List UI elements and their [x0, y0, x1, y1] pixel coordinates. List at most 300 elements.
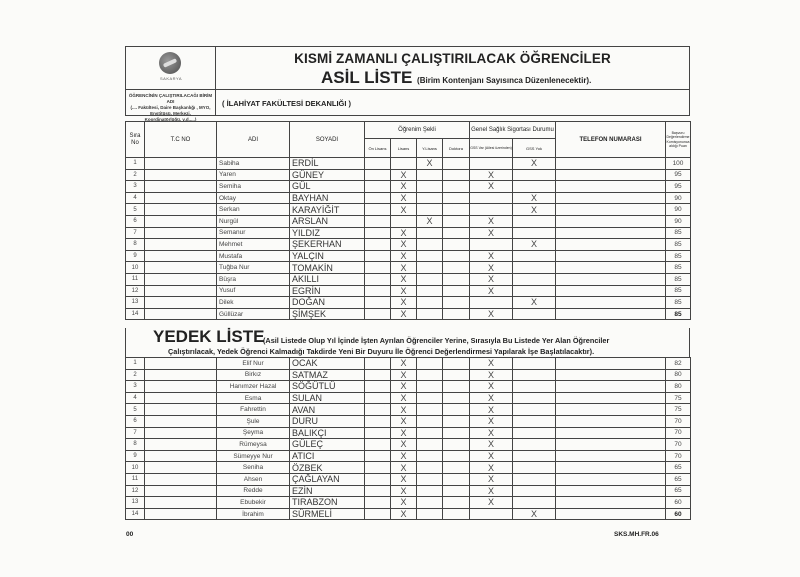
cell-lisans: X [391, 192, 417, 204]
cell-no: 4 [126, 392, 145, 404]
cell-lisans: X [391, 485, 417, 497]
cell-no: 14 [126, 508, 145, 520]
cell-tc [145, 392, 217, 404]
col-sira: Sıra No [126, 122, 145, 158]
cell-lisans [391, 215, 417, 227]
cell-lisans: X [391, 204, 417, 216]
cell-puan: 60 [666, 508, 691, 520]
col-tc-no: T.C NO [145, 122, 217, 158]
cell-doktora [443, 285, 470, 297]
cell-onlisans [365, 297, 391, 309]
cell-ylisans [417, 239, 443, 251]
cell-puan: 95 [666, 169, 691, 181]
table-row [126, 439, 691, 451]
cell-lisans: X [391, 508, 417, 520]
cell-gss-var: X [470, 381, 513, 393]
cell-doktora [443, 181, 470, 193]
cell-soyadi: GÜNEY [290, 169, 365, 181]
cell-ylisans [417, 297, 443, 309]
cell-adi: Mehmet [217, 239, 290, 251]
cell-gss-var: X [470, 227, 513, 239]
col-adi: ADI [217, 122, 290, 158]
table-row [126, 404, 691, 416]
table-row [126, 204, 691, 216]
cell-ylisans [417, 285, 443, 297]
cell-doktora [443, 192, 470, 204]
cell-gss-var [470, 192, 513, 204]
cell-no: 10 [126, 462, 145, 474]
cell-tc [145, 158, 217, 170]
table-row [126, 181, 691, 193]
cell-telefon [556, 473, 666, 485]
footer-form-code: SKS.MH.FR.06 [614, 531, 659, 538]
cell-gss-yok [513, 273, 556, 285]
cell-no: 1 [126, 358, 145, 370]
cell-soyadi: SATMAZ [290, 369, 365, 381]
cell-lisans: X [391, 308, 417, 320]
cell-lisans: X [391, 381, 417, 393]
cell-onlisans [365, 369, 391, 381]
table-row [126, 285, 691, 297]
logo-cell [126, 47, 216, 90]
logo-text: SAKARYA [159, 76, 183, 81]
cell-telefon [556, 204, 666, 216]
cell-onlisans [365, 181, 391, 193]
cell-doktora [443, 473, 470, 485]
cell-ylisans [417, 369, 443, 381]
cell-puan: 85 [666, 273, 691, 285]
cell-doktora [443, 273, 470, 285]
table-row [126, 169, 691, 181]
yedek-liste-header [125, 328, 690, 357]
col-gss: Genel Sağlık Sigortası Durumu [470, 122, 556, 139]
cell-ylisans [417, 381, 443, 393]
cell-telefon [556, 381, 666, 393]
cell-tc [145, 462, 217, 474]
cell-soyadi: AKILLI [290, 273, 365, 285]
cell-onlisans [365, 158, 391, 170]
cell-doktora [443, 297, 470, 309]
cell-soyadi: GÜLEÇ [290, 439, 365, 451]
cell-puan: 85 [666, 250, 691, 262]
cell-doktora [443, 462, 470, 474]
table-row [126, 297, 691, 309]
cell-adi: Sabiha [217, 158, 290, 170]
cell-ylisans [417, 227, 443, 239]
table-row [126, 381, 691, 393]
cell-onlisans [365, 462, 391, 474]
cell-tc [145, 415, 217, 427]
cell-gss-yok: X [513, 297, 556, 309]
cell-gss-yok [513, 250, 556, 262]
cell-tc [145, 227, 217, 239]
cell-puan: 70 [666, 450, 691, 462]
cell-doktora [443, 392, 470, 404]
cell-tc [145, 308, 217, 320]
cell-onlisans [365, 358, 391, 370]
cell-ylisans: X [417, 215, 443, 227]
cell-gss-yok [513, 181, 556, 193]
cell-telefon [556, 297, 666, 309]
cell-gss-yok [513, 392, 556, 404]
unit-label-line3: Koordinatörlüğü, v.d.....) [144, 117, 197, 122]
cell-telefon [556, 308, 666, 320]
cell-puan: 85 [666, 227, 691, 239]
cell-ylisans [417, 192, 443, 204]
col-y-lisans: Y.Lisans [417, 139, 443, 158]
cell-onlisans [365, 285, 391, 297]
cell-gss-yok [513, 215, 556, 227]
cell-soyadi: OCAK [290, 358, 365, 370]
cell-onlisans [365, 227, 391, 239]
cell-puan: 75 [666, 404, 691, 416]
cell-gss-var: X [470, 404, 513, 416]
cell-doktora [443, 239, 470, 251]
table-row [126, 508, 691, 520]
cell-puan: 85 [666, 239, 691, 251]
cell-lisans: X [391, 427, 417, 439]
cell-doktora [443, 308, 470, 320]
cell-doktora [443, 404, 470, 416]
cell-no: 8 [126, 439, 145, 451]
cell-adi: Yaren [217, 169, 290, 181]
cell-puan: 70 [666, 439, 691, 451]
cell-soyadi: DURU [290, 415, 365, 427]
cell-no: 9 [126, 250, 145, 262]
cell-puan: 75 [666, 392, 691, 404]
cell-lisans: X [391, 169, 417, 181]
cell-no: 2 [126, 369, 145, 381]
cell-no: 12 [126, 285, 145, 297]
cell-doktora [443, 369, 470, 381]
cell-no: 4 [126, 192, 145, 204]
cell-adi: Güllüzar [217, 308, 290, 320]
cell-gss-var: X [470, 250, 513, 262]
cell-gss-var: X [470, 462, 513, 474]
yedek-liste-title: YEDEK LİSTE [153, 327, 265, 346]
cell-telefon [556, 262, 666, 274]
cell-ylisans [417, 473, 443, 485]
table-row [126, 215, 691, 227]
cell-gss-var: X [470, 369, 513, 381]
yedek-note-line1: (Asil Listede Olup Yıl İçinde İşten Ayrılan Öğrenciler Yerine, Sırasıyla Bu Listede Yer Alan Öğrenciler [263, 336, 610, 345]
cell-doktora [443, 497, 470, 509]
cell-tc [145, 297, 217, 309]
cell-adi: Esma [217, 392, 290, 404]
cell-soyadi: ÖZBEK [290, 462, 365, 474]
cell-soyadi: BALIKÇI [290, 427, 365, 439]
cell-gss-var: X [470, 308, 513, 320]
cell-onlisans [365, 473, 391, 485]
cell-puan: 60 [666, 497, 691, 509]
cell-gss-yok [513, 285, 556, 297]
cell-doktora [443, 227, 470, 239]
cell-gss-yok [513, 227, 556, 239]
cell-gss-var [470, 239, 513, 251]
cell-adi: Hanımzer Hazal [217, 381, 290, 393]
unit-value: ( İLAHİYAT FAKÜLTESİ DEKANLIĞI ) [222, 99, 352, 108]
cell-no: 7 [126, 227, 145, 239]
table-row [126, 369, 691, 381]
asil-liste-title: ASİL LİSTE [321, 68, 413, 87]
cell-telefon [556, 508, 666, 520]
cell-gss-yok: X [513, 204, 556, 216]
cell-no: 8 [126, 239, 145, 251]
cell-no: 2 [126, 169, 145, 181]
cell-soyadi: KARAYİĞİT [290, 204, 365, 216]
cell-soyadi: SÜRMELİ [290, 508, 365, 520]
cell-gss-var: X [470, 497, 513, 509]
cell-telefon [556, 497, 666, 509]
cell-doktora [443, 215, 470, 227]
cell-no: 9 [126, 450, 145, 462]
cell-tc [145, 262, 217, 274]
university-logo-icon [159, 52, 181, 74]
cell-lisans: X [391, 439, 417, 451]
cell-gss-yok [513, 462, 556, 474]
cell-no: 3 [126, 181, 145, 193]
cell-adi: Serkan [217, 204, 290, 216]
cell-adi: Birkız [217, 369, 290, 381]
cell-no: 6 [126, 215, 145, 227]
cell-adi: Elif Nur [217, 358, 290, 370]
cell-lisans: X [391, 392, 417, 404]
unit-label-line1: ÖĞRENCİNİN ÇALIŞTIRILACAĞI BİRİM ADI [128, 93, 213, 104]
cell-gss-yok [513, 369, 556, 381]
cell-adi: Semanur [217, 227, 290, 239]
cell-puan: 95 [666, 181, 691, 193]
cell-gss-var: X [470, 215, 513, 227]
cell-telefon [556, 358, 666, 370]
table-row [126, 250, 691, 262]
cell-tc [145, 497, 217, 509]
cell-ylisans [417, 262, 443, 274]
cell-ylisans [417, 485, 443, 497]
cell-soyadi: ÇAĞLAYAN [290, 473, 365, 485]
cell-doktora [443, 427, 470, 439]
cell-adi: Şule [217, 415, 290, 427]
cell-gss-yok: X [513, 192, 556, 204]
cell-soyadi: ERDİL [290, 158, 365, 170]
cell-no: 13 [126, 497, 145, 509]
table-row [126, 450, 691, 462]
cell-adi: Sümeyye Nur [217, 450, 290, 462]
table-row [126, 192, 691, 204]
asil-liste-body [126, 158, 691, 320]
cell-gss-var [470, 204, 513, 216]
cell-puan: 82 [666, 358, 691, 370]
cell-adi: Ahsen [217, 473, 290, 485]
cell-telefon [556, 485, 666, 497]
cell-tc [145, 250, 217, 262]
cell-soyadi: ŞİMŞEK [290, 308, 365, 320]
cell-soyadi: DOĞAN [290, 297, 365, 309]
cell-puan: 85 [666, 308, 691, 320]
cell-soyadi: SULAN [290, 392, 365, 404]
cell-onlisans [365, 250, 391, 262]
table-row [126, 239, 691, 251]
cell-ylisans [417, 497, 443, 509]
cell-tc [145, 508, 217, 520]
cell-telefon [556, 215, 666, 227]
cell-puan: 90 [666, 204, 691, 216]
title-cell [216, 47, 689, 90]
list-title [321, 68, 591, 88]
table-row [126, 427, 691, 439]
cell-adi: İbrahim [217, 508, 290, 520]
cell-onlisans [365, 392, 391, 404]
cell-doktora [443, 169, 470, 181]
cell-adi: Semiha [217, 181, 290, 193]
cell-doktora [443, 381, 470, 393]
cell-gss-yok: X [513, 239, 556, 251]
cell-gss-var: X [470, 262, 513, 274]
cell-lisans: X [391, 415, 417, 427]
cell-telefon [556, 404, 666, 416]
cell-gss-yok [513, 485, 556, 497]
cell-ylisans [417, 404, 443, 416]
cell-adi: Şeyma [217, 427, 290, 439]
cell-ylisans [417, 415, 443, 427]
cell-onlisans [365, 450, 391, 462]
cell-no: 5 [126, 404, 145, 416]
cell-tc [145, 204, 217, 216]
cell-gss-yok [513, 358, 556, 370]
cell-lisans: X [391, 181, 417, 193]
cell-tc [145, 215, 217, 227]
cell-tc [145, 369, 217, 381]
cell-ylisans [417, 250, 443, 262]
cell-gss-yok: X [513, 158, 556, 170]
cell-onlisans [365, 415, 391, 427]
cell-puan: 65 [666, 462, 691, 474]
cell-no: 10 [126, 262, 145, 274]
cell-telefon [556, 369, 666, 381]
cell-lisans: X [391, 473, 417, 485]
cell-tc [145, 404, 217, 416]
cell-onlisans [365, 381, 391, 393]
cell-tc [145, 439, 217, 451]
cell-telefon [556, 169, 666, 181]
cell-adi: Ebubekir [217, 497, 290, 509]
cell-onlisans [365, 215, 391, 227]
yedek-liste-table [125, 357, 691, 520]
cell-lisans: X [391, 227, 417, 239]
cell-lisans: X [391, 297, 417, 309]
cell-ylisans: X [417, 158, 443, 170]
cell-doktora [443, 262, 470, 274]
cell-ylisans [417, 439, 443, 451]
cell-puan: 80 [666, 369, 691, 381]
form-header [125, 46, 690, 122]
cell-lisans: X [391, 285, 417, 297]
cell-gss-var: X [470, 415, 513, 427]
cell-no: 6 [126, 415, 145, 427]
cell-ylisans [417, 392, 443, 404]
col-doktora: Doktora [443, 139, 470, 158]
cell-no: 3 [126, 381, 145, 393]
cell-tc [145, 192, 217, 204]
cell-tc [145, 181, 217, 193]
cell-adi: Yusuf [217, 285, 290, 297]
cell-onlisans [365, 273, 391, 285]
cell-puan: 90 [666, 192, 691, 204]
cell-no: 5 [126, 204, 145, 216]
cell-adi: Dilek [217, 297, 290, 309]
cell-adi: Seniha [217, 462, 290, 474]
cell-soyadi: ŞEKERHAN [290, 239, 365, 251]
cell-telefon [556, 450, 666, 462]
cell-gss-yok [513, 308, 556, 320]
cell-telefon [556, 273, 666, 285]
cell-onlisans [365, 192, 391, 204]
cell-onlisans [365, 204, 391, 216]
cell-tc [145, 450, 217, 462]
cell-lisans [391, 158, 417, 170]
cell-gss-yok [513, 439, 556, 451]
cell-gss-yok [513, 497, 556, 509]
cell-no: 11 [126, 273, 145, 285]
cell-gss-var: X [470, 439, 513, 451]
asil-liste-table [125, 121, 691, 320]
cell-gss-yok [513, 450, 556, 462]
cell-soyadi: TIRABZON [290, 497, 365, 509]
cell-no: 13 [126, 297, 145, 309]
cell-no: 12 [126, 485, 145, 497]
cell-no: 7 [126, 427, 145, 439]
cell-lisans: X [391, 250, 417, 262]
cell-gss-yok [513, 262, 556, 274]
cell-adi: Mustafa [217, 250, 290, 262]
cell-ylisans [417, 169, 443, 181]
col-puan: Başvuru Değerlendirme Komisyonunca aldığı Puan [666, 122, 691, 158]
cell-gss-var: X [470, 427, 513, 439]
cell-onlisans [365, 262, 391, 274]
cell-gss-var [470, 297, 513, 309]
col-on-lisans: Ön Lisans [365, 139, 391, 158]
cell-gss-var: X [470, 392, 513, 404]
cell-ylisans [417, 181, 443, 193]
cell-telefon [556, 250, 666, 262]
cell-gss-var [470, 158, 513, 170]
cell-gss-var: X [470, 273, 513, 285]
cell-gss-yok [513, 427, 556, 439]
table-row [126, 262, 691, 274]
cell-telefon [556, 415, 666, 427]
cell-doktora [443, 158, 470, 170]
cell-puan: 65 [666, 473, 691, 485]
cell-soyadi: ATICI [290, 450, 365, 462]
cell-telefon [556, 181, 666, 193]
cell-telefon [556, 239, 666, 251]
cell-puan: 85 [666, 262, 691, 274]
cell-tc [145, 473, 217, 485]
table-row [126, 358, 691, 370]
cell-doktora [443, 450, 470, 462]
cell-ylisans [417, 308, 443, 320]
cell-no: 1 [126, 158, 145, 170]
cell-soyadi: BAYHAN [290, 192, 365, 204]
cell-adi: Oktay [217, 192, 290, 204]
cell-tc [145, 381, 217, 393]
cell-gss-var: X [470, 485, 513, 497]
cell-tc [145, 239, 217, 251]
cell-tc [145, 169, 217, 181]
cell-telefon [556, 285, 666, 297]
cell-soyadi: SÖĞÜTLÜ [290, 381, 365, 393]
cell-ylisans [417, 204, 443, 216]
cell-telefon [556, 192, 666, 204]
